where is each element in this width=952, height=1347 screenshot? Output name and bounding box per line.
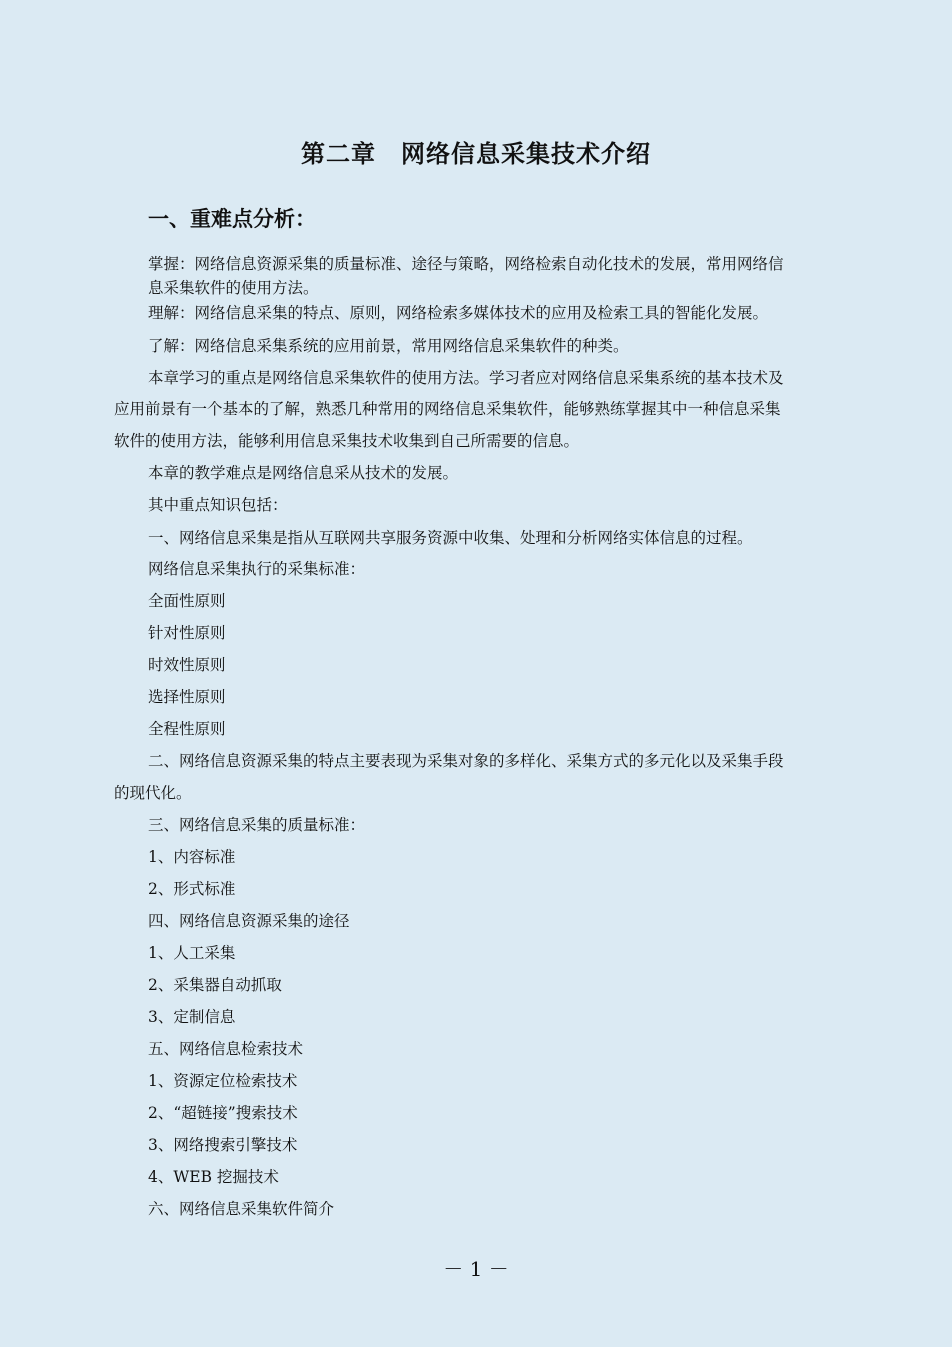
paragraph-line: 六、网络信息采集软件简介 [148, 1200, 335, 1218]
paragraph-line: 应用前景有一个基本的了解，熟悉几种常用的网络信息采集软件，能够熟练掌握其中一种信息采集 [114, 400, 781, 418]
list-item: 1、资源定位检索技术 [148, 1072, 298, 1090]
paragraph-line: 本章学习的重点是网络信息采集软件的使用方法。学习者应对网络信息采集系统的基本技术及 [148, 369, 784, 387]
paragraph-line: 理解：网络信息采集的特点、原则，网络检索多媒体技术的应用及检索工具的智能化发展。 [148, 304, 769, 322]
list-item: 1、人工采集 [148, 944, 236, 962]
list-item: 针对性原则 [148, 624, 226, 642]
section-heading: 一、重难点分析： [148, 206, 316, 231]
paragraph-line: 的现代化。 [114, 784, 192, 802]
list-item: 2、“超链接”搜索技术 [148, 1104, 298, 1122]
list-item: 2、形式标准 [148, 880, 236, 898]
list-item: 3、定制信息 [148, 1008, 236, 1026]
list-item: 选择性原则 [148, 688, 226, 706]
paragraph-line: 其中重点知识包括： [148, 496, 288, 514]
list-item: 2、采集器自动抓取 [148, 976, 282, 994]
paragraph-line: 网络信息采集执行的采集标准： [148, 560, 366, 578]
paragraph-line: 五、网络信息检索技术 [148, 1040, 304, 1058]
paragraph-line: 一、网络信息采集是指从互联网共享服务资源中收集、处理和分析网络实体信息的过程。 [148, 529, 753, 547]
paragraph-line: 四、网络信息资源采集的途径 [148, 912, 350, 930]
paragraph-line: 软件的使用方法，能够利用信息采集技术收集到自己所需要的信息。 [114, 432, 580, 450]
page-number: － 1 － [443, 1257, 509, 1281]
list-item: 4、WEB 挖掘技术 [148, 1168, 279, 1186]
paragraph-line: 息采集软件的使用方法。 [148, 279, 319, 297]
paragraph-line: 掌握：网络信息资源采集的质量标准、途径与策略，网络检索自动化技术的发展，常用网络信 [148, 255, 784, 273]
list-item: 时效性原则 [148, 656, 226, 674]
list-item: 3、网络搜索引擎技术 [148, 1136, 298, 1154]
list-item: 全程性原则 [148, 720, 226, 738]
chapter-title: 第二章 网络信息采集技术介绍 [301, 139, 651, 168]
paragraph-line: 本章的教学难点是网络信息采从技术的发展。 [148, 464, 459, 482]
list-item: 全面性原则 [148, 592, 226, 610]
paragraph-line: 二、网络信息资源采集的特点主要表现为采集对象的多样化、采集方式的多元化以及采集手段 [148, 752, 784, 770]
list-item: 1、内容标准 [148, 848, 236, 866]
paragraph-line: 了解：网络信息采集系统的应用前景，常用网络信息采集软件的种类。 [148, 337, 629, 355]
paragraph-line: 三、网络信息采集的质量标准： [148, 816, 366, 834]
